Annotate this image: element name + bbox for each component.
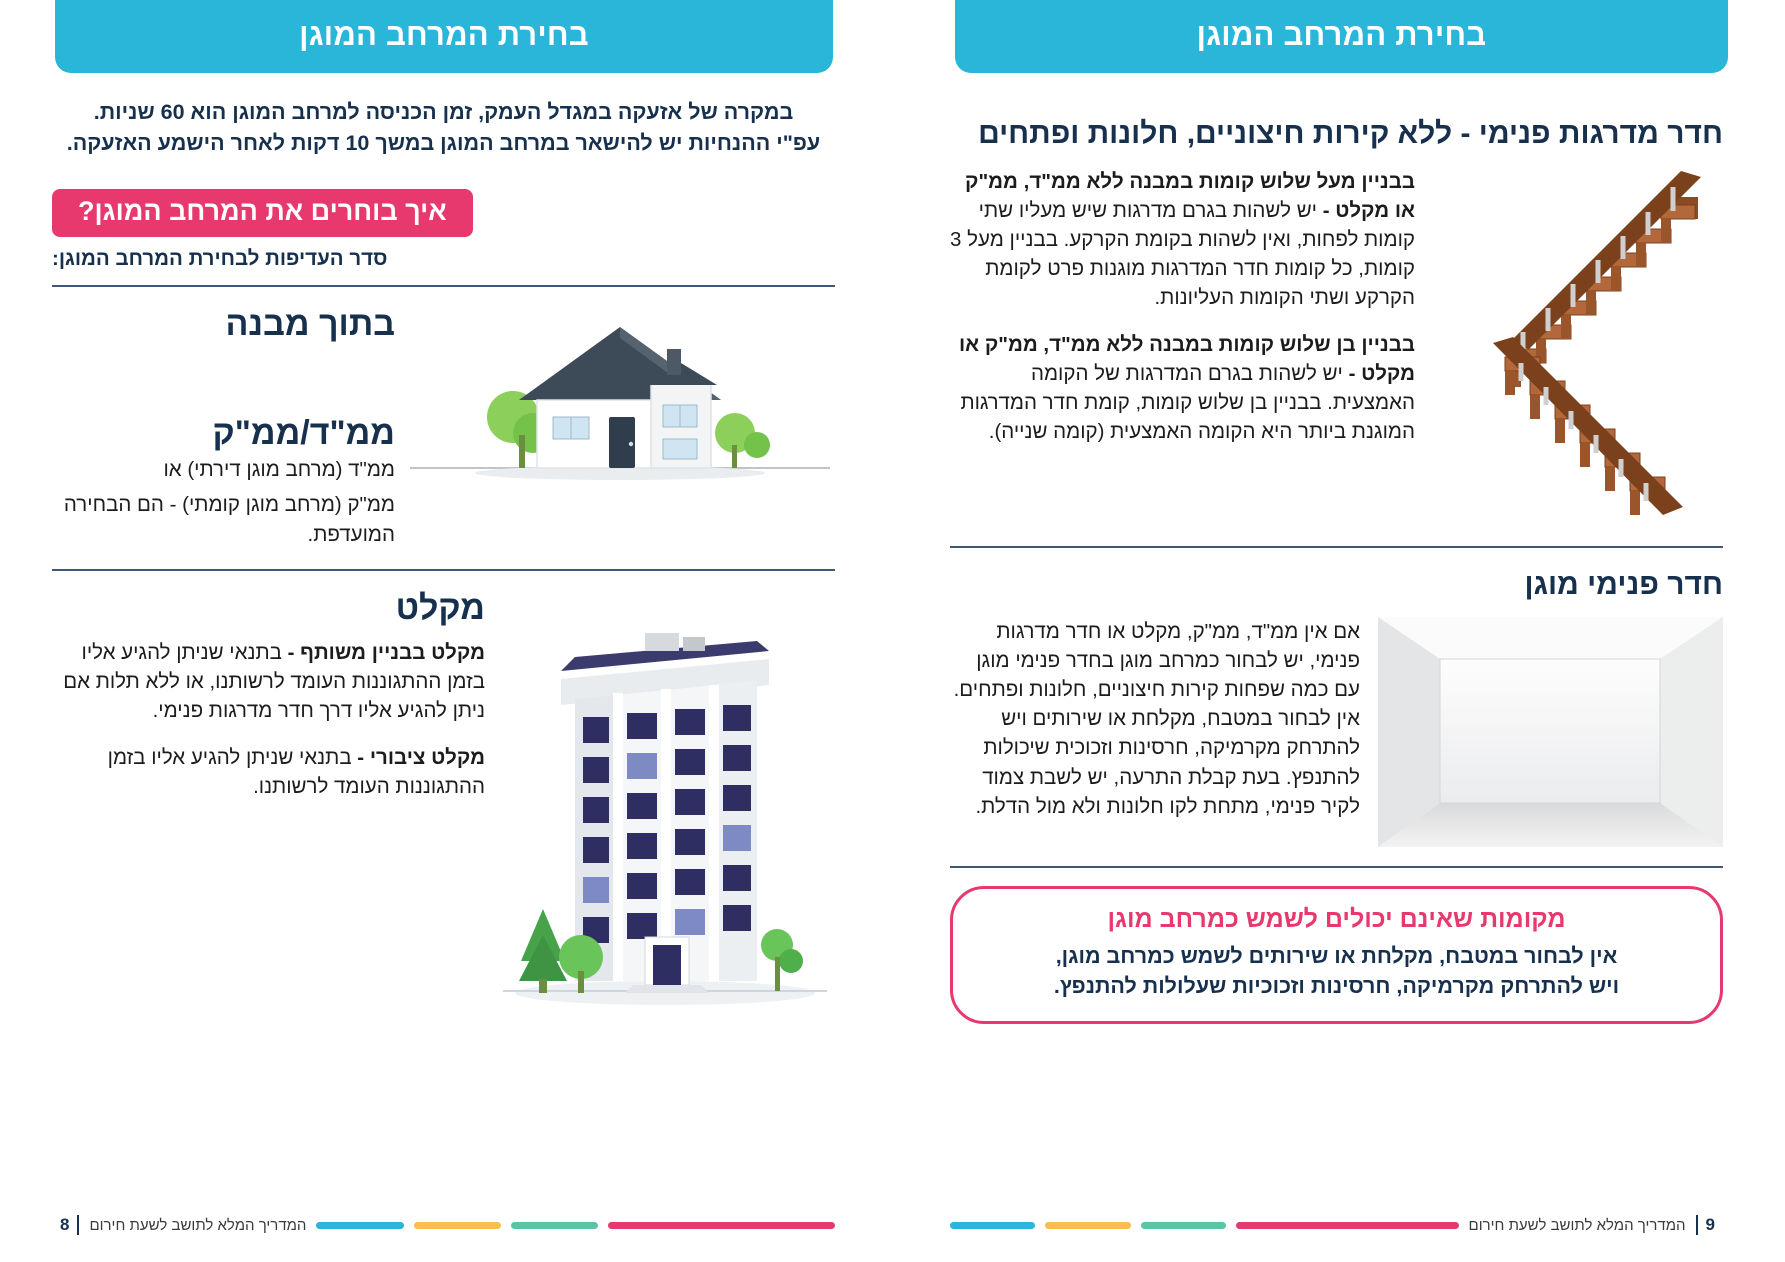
footer-bar-blue	[950, 1222, 1035, 1229]
intro-line-1: במקרה של אזעקה במגדל העמק, זמן הכניסה למרחב המוגן הוא 60 שניות.	[93, 100, 794, 124]
option-building-block	[52, 305, 835, 554]
page-left-banner: בחירת המרחב המוגן	[955, 0, 1728, 73]
page-right-content	[0, 97, 893, 1024]
inner-room-text	[950, 617, 1360, 839]
option-shelter-title: מקלט	[395, 588, 485, 627]
stairs-illustration	[1433, 167, 1723, 532]
page-right-footer-label: המדריך המלא לתושב לשעת חירום	[89, 1216, 307, 1234]
house-illustration	[405, 305, 835, 500]
page-left-content	[893, 73, 1785, 868]
divider-2	[950, 866, 1723, 868]
stairwell-para-2-lead: בבניין בן שלוש קומות במבנה ללא ממ"ד, ממ"ק או מקלט -	[958, 333, 1415, 386]
footer-bar-pink	[1236, 1222, 1458, 1229]
shelter-para-2-body: בתנאי שניתן להגיע אליו בזמן ההתגוננות העומד לרשותנו.	[107, 746, 485, 799]
footer-bars-left	[950, 1222, 1459, 1229]
stairwell-para-2-body: יש לשהות בגרם המדרגות של הקומה האמצעית. בבניין בן שלוש קומות, קומת חדר המדרגות המוגנת ביותר היא הקומה האמצעית (קומה שנייה).	[960, 362, 1415, 444]
stairwell-para-2	[950, 330, 1415, 446]
divider-r2	[52, 569, 835, 571]
footer-bar-yellow	[1045, 1222, 1130, 1229]
section-title-inner-room: חדר פנימי מוגן	[1524, 567, 1723, 601]
divider-1	[950, 546, 1723, 548]
empty-room-illustration	[1378, 617, 1723, 852]
intro-text	[52, 97, 835, 159]
page-right-number: 8	[60, 1215, 70, 1234]
footer-bars-right	[316, 1222, 835, 1229]
footer-bar-yellow-right	[414, 1222, 501, 1229]
page-right-banner: בחירת המרחב המוגן	[55, 0, 833, 73]
inner-room-block	[950, 617, 1723, 852]
footer-bar-pink-right	[608, 1222, 835, 1229]
shelter-para-2	[52, 743, 485, 801]
option-building-text	[52, 305, 395, 554]
callout-line-1: אין לבחור במטבח, מקלחת או שירותים לשמש כמרחב מוגן,	[1055, 944, 1618, 968]
shelter-para-2-lead: מקלט ציבורי -	[357, 746, 485, 769]
shelter-para-1	[52, 638, 485, 725]
option-shelter-text	[52, 589, 485, 820]
warning-callout	[950, 886, 1723, 1024]
stairwell-para-1-body: יש לשהות בגרם מדרגות שיש מעליו שתי קומות לפחות, ואין לשהות בקומת הקרקע. בבניין מעל 3 קומות, כל קומות חדר המדרגות מוגנות פרט לקומת הקרקע ושתי הקומות העליונות.	[950, 198, 1415, 309]
page-left-footer-label: המדריך המלא לתושב לשעת חירום	[1468, 1216, 1686, 1234]
footer-bar-green	[1141, 1222, 1226, 1229]
question-pill-wrap	[52, 189, 835, 237]
stairwell-para-1-lead: בבניין מעל שלוש קומות במבנה ללא ממ"ד, ממ"ק או מקלט -	[965, 169, 1415, 222]
footer-separator-left	[1696, 1215, 1698, 1235]
apartment-tower-illustration	[495, 589, 835, 1024]
page-left-number: 9	[1705, 1215, 1715, 1234]
shelter-para-1-body: בתנאי שניתן להגיע אליו בזמן ההתגוננות העומד לרשותנו, או ללא תלות אם ניתן להגיע אליו דרך חדר מדרגות פנימי.	[63, 640, 485, 722]
option-building-title: בתוך מבנה	[225, 305, 395, 344]
stairwell-block	[950, 167, 1723, 532]
section-title-stairwell: חדר מדרגות פנימי - ללא קירות חיצוניים, חלונות ופתחים	[978, 117, 1723, 150]
question-pill: איך בוחרים את המרחב המוגן?	[52, 189, 473, 237]
page-left	[893, 0, 1785, 1262]
footer-bar-green-right	[511, 1222, 598, 1229]
page-right-footer	[52, 1212, 835, 1238]
stairwell-para-1	[950, 167, 1415, 313]
option-mamad-line-2: ממ"ק (מרחב מוגן קומתי) - הם הבחירה המועדפת.	[63, 493, 395, 546]
footer-bar-blue-right	[316, 1222, 403, 1229]
callout-line-2: ויש להתרחק מקרמיקה, חרסינות וזכוכיות שעלולות להתנפץ.	[1053, 973, 1620, 998]
priority-note: סדר העדיפות לבחירת המרחב המוגן:	[52, 247, 388, 271]
option-mamad-line-1: ממ"ד (מרחב מוגן דירתי) או	[163, 458, 395, 482]
callout-title: מקומות שאינם יכולים לשמש כמרחב מוגן	[1107, 905, 1566, 933]
option-mamad-title: ממ"ד/ממ"ק	[212, 414, 395, 453]
option-shelter-block	[52, 589, 835, 1024]
divider-r1	[52, 285, 835, 287]
inner-room-para: אם אין ממ"ד, ממ"ק, מקלט או חדר מדרגות פנימי, יש לבחור כמרחב מוגן בחדר פנימי מוגן עם כמה שפחות קירות חיצוניים, חלונות ופתחים. אין לבחור במטבח, מקלחת או שירותים ויש להתרחק מקרמיקה, חרסינות וזכוכית שיכולות להתנפץ. בעת קבלת התרעה, יש לשבת צמוד לקיר פנימי, מתחת לקו חלונות ולא מול הדלת.	[953, 620, 1360, 818]
shelter-para-1-lead: מקלט בבניין משותף -	[287, 640, 485, 664]
stairwell-text	[950, 167, 1415, 465]
footer-separator-right	[77, 1215, 79, 1235]
intro-line-2: עפ"י ההנחיות יש להישאר במרחב המוגן במשך 10 דקות לאחר הישמע האזעקה.	[66, 131, 821, 156]
page-left-footer	[950, 1212, 1723, 1238]
